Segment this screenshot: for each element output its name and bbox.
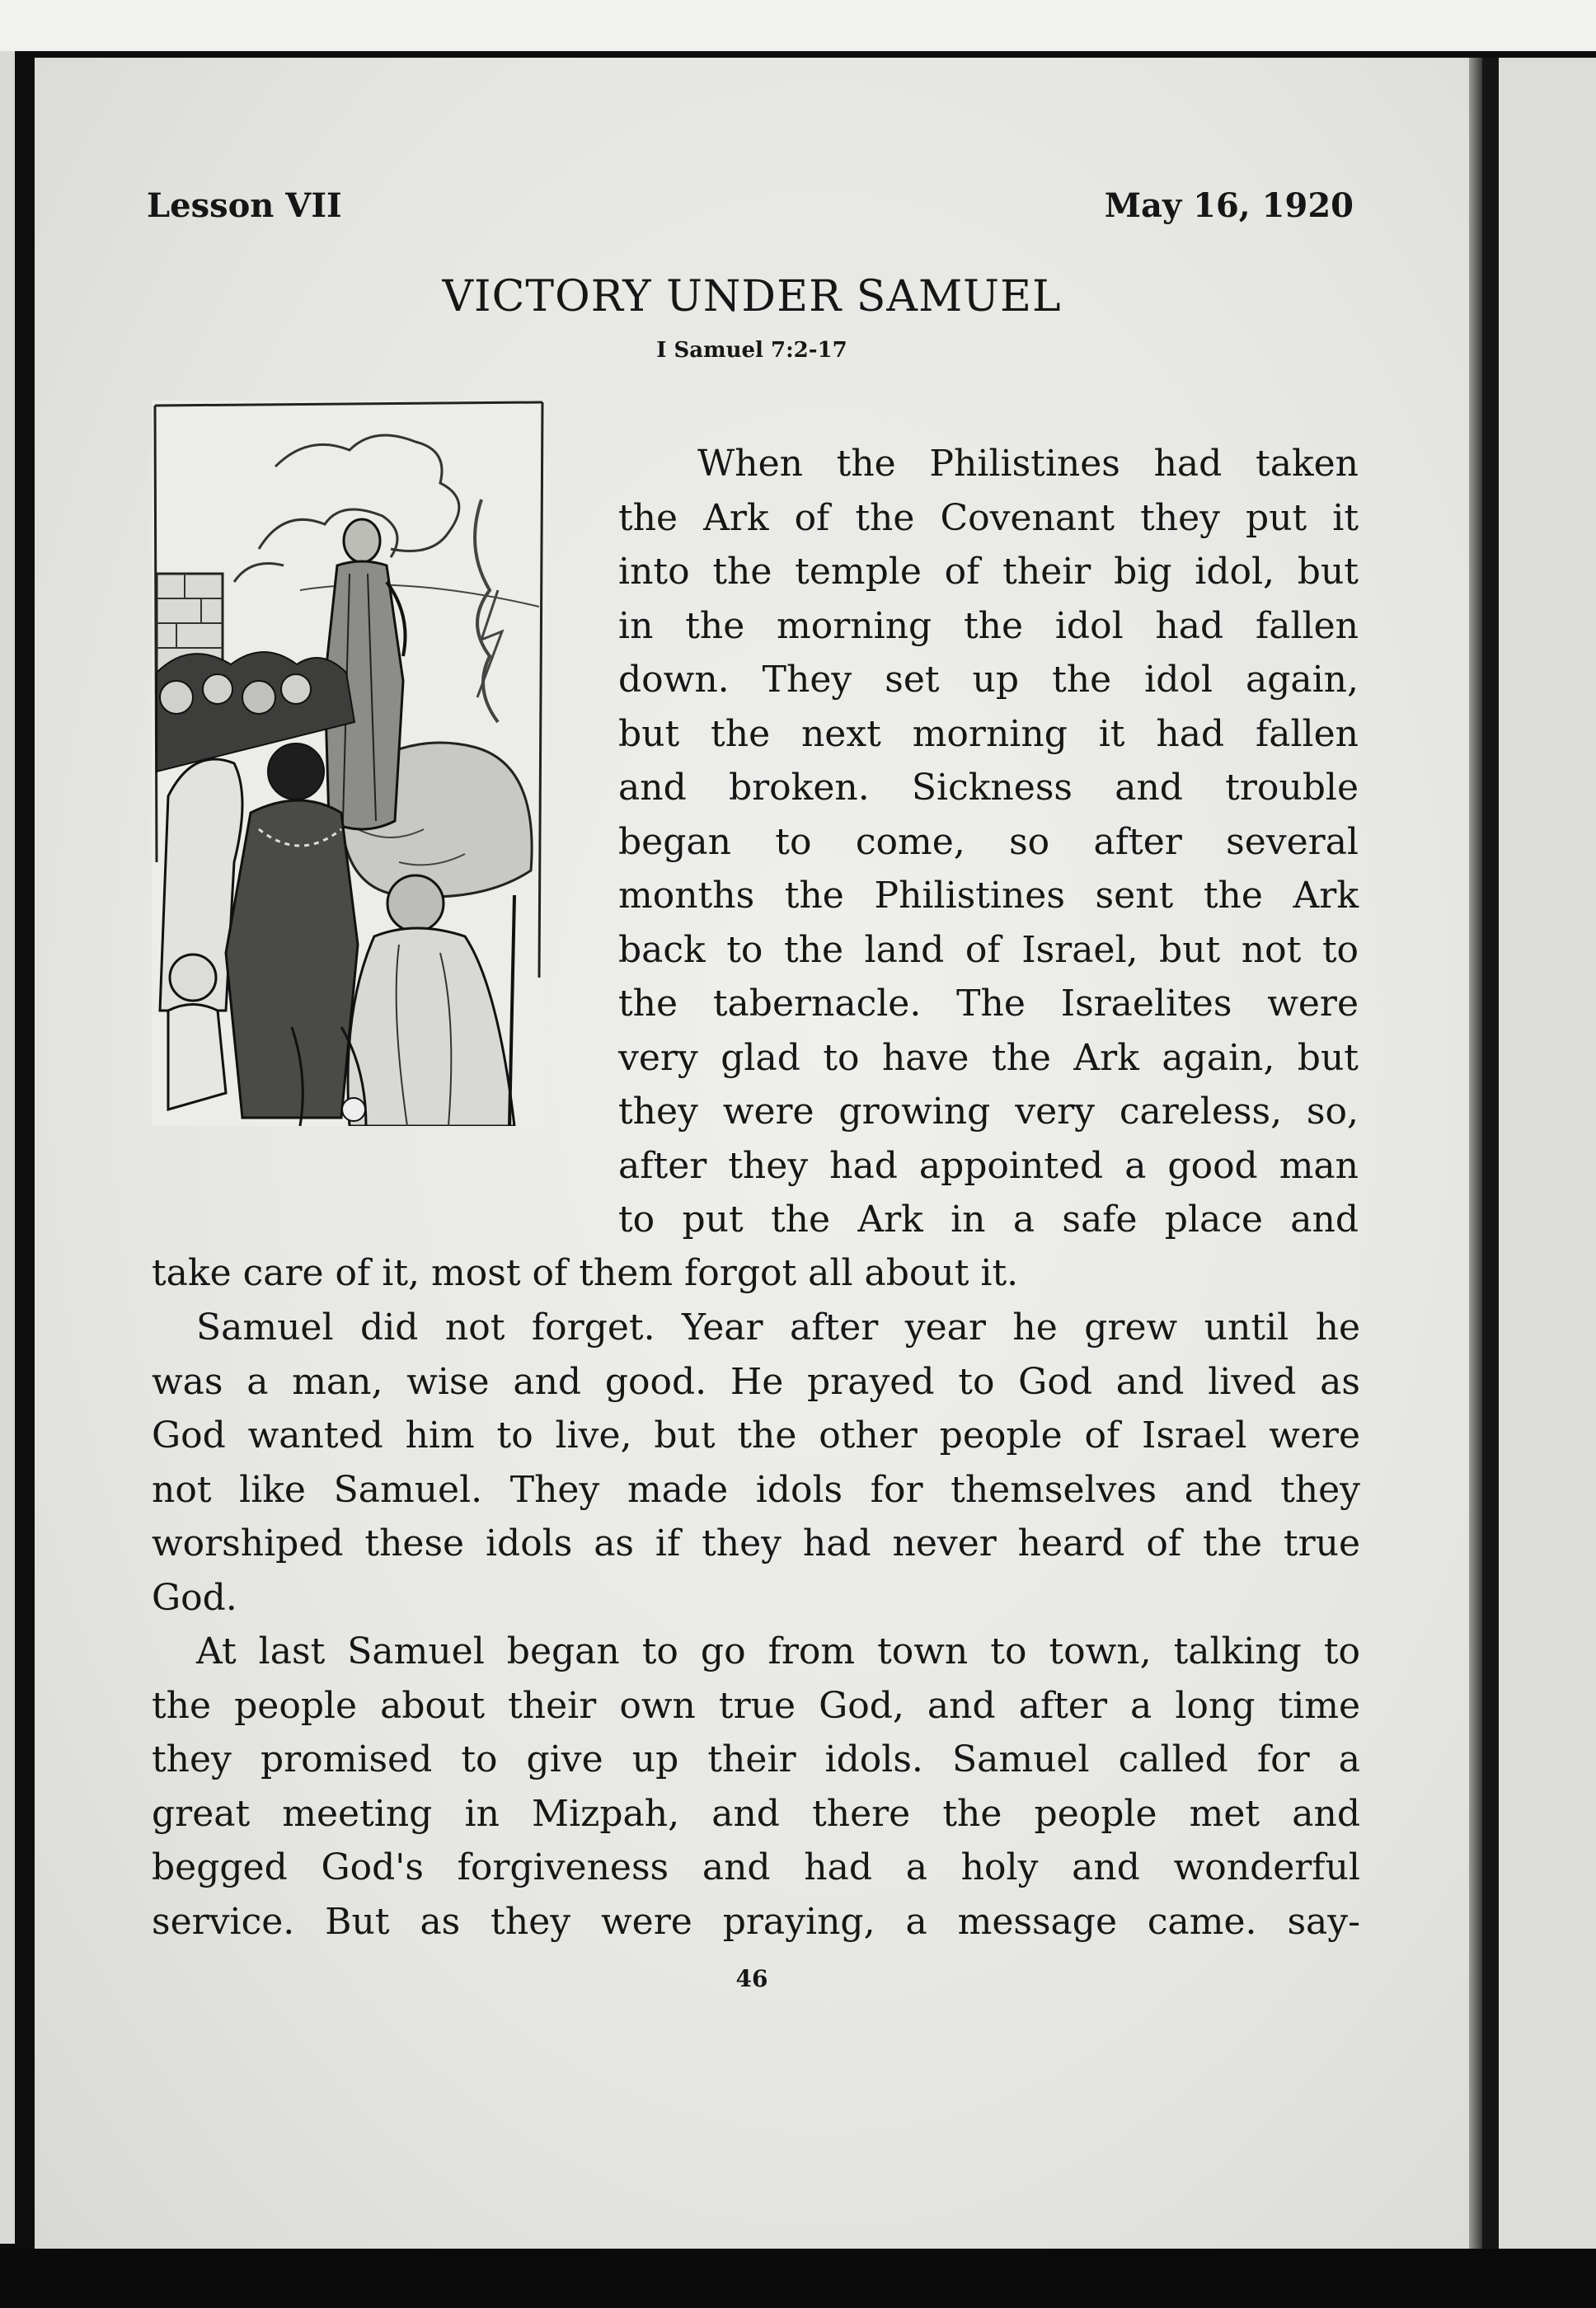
text-line: service. But as they were praying, a message came. say- xyxy=(152,1900,1360,1943)
text-line: not like Samuel. They made idols for themselves and they xyxy=(152,1468,1360,1511)
text-line: God wanted him to live, but the other people of Israel were xyxy=(152,1414,1360,1457)
wrapped-text-beside-illustration xyxy=(618,437,1359,1247)
book-spine xyxy=(1482,58,1499,2249)
page-number: 46 xyxy=(735,1965,768,1992)
text-line: into the temple of their big idol, but xyxy=(618,551,1359,593)
text-line: began to come, so after several xyxy=(618,820,1359,863)
paragraph-3 xyxy=(152,1625,1360,1949)
text-line: take care of it, most of them forgot all about it. xyxy=(152,1252,1019,1294)
text-line: very glad to have the Ark again, but xyxy=(618,1036,1359,1079)
gutter-shadow xyxy=(1469,58,1482,2249)
paragraph-1-end xyxy=(152,1246,1360,1301)
text-line: God. xyxy=(152,1576,237,1619)
text-line: they were growing very careless, so, xyxy=(618,1091,1359,1133)
text-line: back to the land of Israel, but not to xyxy=(618,928,1359,971)
text-line: worshiped these idols as if they had never heard of the true xyxy=(152,1522,1360,1564)
scan-left-edge xyxy=(0,51,15,2244)
text-line: the tabernacle. The Israelites were xyxy=(618,983,1359,1025)
text-line: to put the Ark in a safe place and xyxy=(618,1199,1359,1241)
text-line: When the Philistines had taken xyxy=(697,443,1359,485)
text-line: and broken. Sickness and trouble xyxy=(618,767,1359,809)
text-line: great meeting in Mizpah, and there the people met and xyxy=(152,1792,1360,1835)
paragraph-2 xyxy=(152,1301,1360,1625)
scripture-reference: I Samuel 7:2-17 xyxy=(656,338,847,363)
text-line: after they had appointed a good man xyxy=(618,1144,1359,1187)
text-line: in the morning the idol had fallen xyxy=(618,604,1359,647)
lesson-title: VICTORY UNDER SAMUEL xyxy=(442,272,1062,321)
facing-page-edge xyxy=(1499,58,1596,2249)
illustration-samuel-praying-crowd xyxy=(152,401,546,1126)
text-line: down. They set up the idol again, xyxy=(618,659,1359,701)
text-line: they promised to give up their idols. Samuel called for a xyxy=(152,1738,1360,1780)
text-line: begged God's forgiveness and had a holy and wonderful xyxy=(152,1846,1360,1888)
text-line: the people about their own true God, and after a long time xyxy=(152,1684,1360,1727)
text-line: but the next morning it had fallen xyxy=(618,712,1359,755)
text-line: the Ark of the Covenant they put it xyxy=(618,496,1359,539)
lesson-number: Lesson VII xyxy=(147,186,342,225)
text-line: Samuel did not forget. Year after year he grew until he xyxy=(196,1306,1360,1349)
text-line: At last Samuel began to go from town to town, talking to xyxy=(196,1630,1360,1672)
scan-bottom-margin xyxy=(0,2249,1596,2308)
text-line: was a man, wise and good. He prayed to God and lived as xyxy=(152,1360,1360,1403)
lesson-date: May 16, 1920 xyxy=(1104,186,1354,225)
scan-top-margin xyxy=(0,0,1596,51)
text-line: months the Philistines sent the Ark xyxy=(618,875,1359,917)
